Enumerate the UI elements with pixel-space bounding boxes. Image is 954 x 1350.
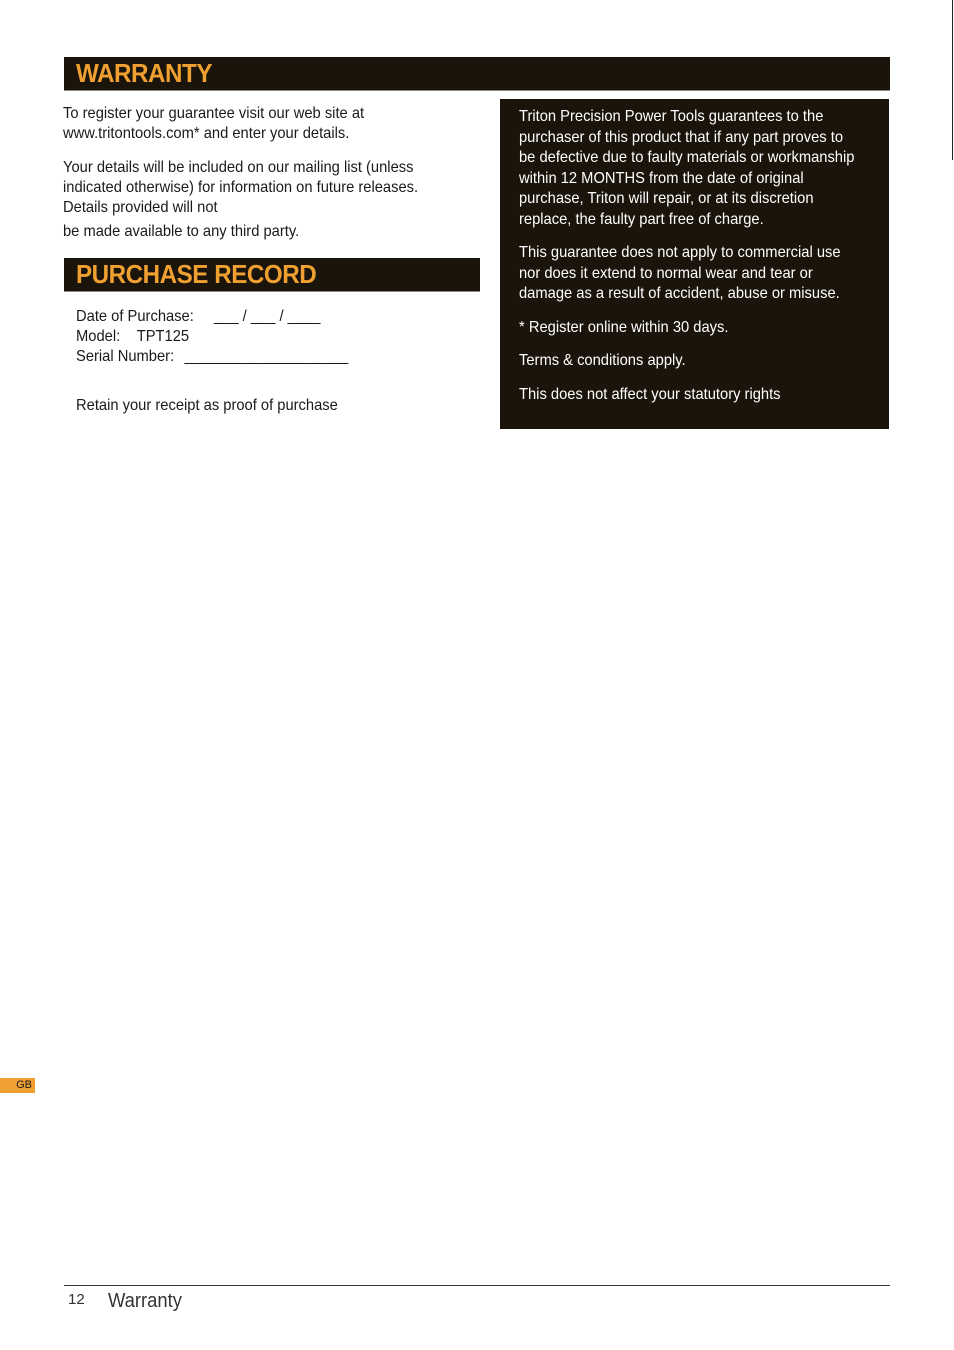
text-line: Details provided will not bbox=[63, 199, 218, 216]
statutory-rights-note: This does not affect your statutory rights bbox=[519, 385, 781, 403]
footer-section-title: Warranty bbox=[108, 1290, 182, 1312]
guarantee-box bbox=[500, 99, 889, 429]
text-line: be defective due to faulty materials or workmanship bbox=[519, 149, 855, 166]
purchase-record-header-bar bbox=[64, 258, 480, 292]
serial-number-label: Serial Number: bbox=[76, 348, 175, 365]
page-number: 12 bbox=[68, 1291, 85, 1308]
date-of-purchase-label: Date of Purchase: bbox=[76, 308, 194, 325]
model-label: Model: bbox=[76, 328, 121, 345]
text-line: damage as a result of accident, abuse or misuse. bbox=[519, 285, 840, 302]
footer-divider bbox=[64, 1285, 890, 1286]
text-line: Triton Precision Power Tools guarantees to the bbox=[519, 108, 824, 125]
warranty-heading: WARRANTY bbox=[76, 58, 212, 88]
exclusions-paragraph bbox=[519, 243, 854, 305]
text-line: www.tritontools.com* and enter your details. bbox=[63, 125, 350, 142]
terms-conditions-note: Terms & conditions apply. bbox=[519, 352, 686, 369]
model-row bbox=[76, 327, 348, 347]
third-party-paragraph bbox=[63, 222, 418, 242]
retain-receipt-text: Retain your receipt as proof of purchase bbox=[76, 397, 338, 414]
model-value: TPT125 bbox=[136, 328, 190, 345]
date-of-purchase-row bbox=[76, 307, 348, 327]
text-line: This guarantee does not apply to commercial use bbox=[519, 244, 841, 261]
text-line: purchaser of this product that if any part proves to bbox=[519, 128, 844, 146]
guarantee-paragraph bbox=[519, 107, 854, 230]
registration-paragraph bbox=[63, 104, 418, 144]
mailing-list-paragraph bbox=[63, 158, 418, 218]
guarantee-text bbox=[519, 107, 854, 405]
purchase-record-fields bbox=[76, 307, 348, 367]
page-edge-line bbox=[952, 0, 953, 160]
register-online-note: * Register online within 30 days. bbox=[519, 318, 729, 336]
text-line: replace, the faulty part free of charge. bbox=[519, 210, 764, 228]
registration-text bbox=[63, 104, 418, 242]
text-line: nor does it extend to normal wear and tear or bbox=[519, 264, 813, 282]
text-line: Your details will be included on our mailing list (unless bbox=[63, 159, 414, 176]
text-line: within 12 MONTHS from the date of original bbox=[519, 169, 804, 187]
serial-number-row bbox=[76, 347, 348, 367]
text-line: be made available to any third party. bbox=[63, 223, 300, 240]
text-line: To register your guarantee visit our web site at bbox=[63, 105, 365, 122]
purchase-record-heading: PURCHASE RECORD bbox=[76, 259, 317, 289]
warranty-header-bar bbox=[64, 57, 890, 91]
text-line: purchase, Triton will repair, or at its discretion bbox=[519, 190, 814, 207]
language-tab: GB bbox=[0, 1078, 35, 1093]
date-of-purchase-blank: ___ / ___ / ____ bbox=[214, 308, 321, 325]
serial-number-blank: ____________________ bbox=[184, 348, 349, 365]
text-line: indicated otherwise) for information on future releases. bbox=[63, 179, 419, 196]
